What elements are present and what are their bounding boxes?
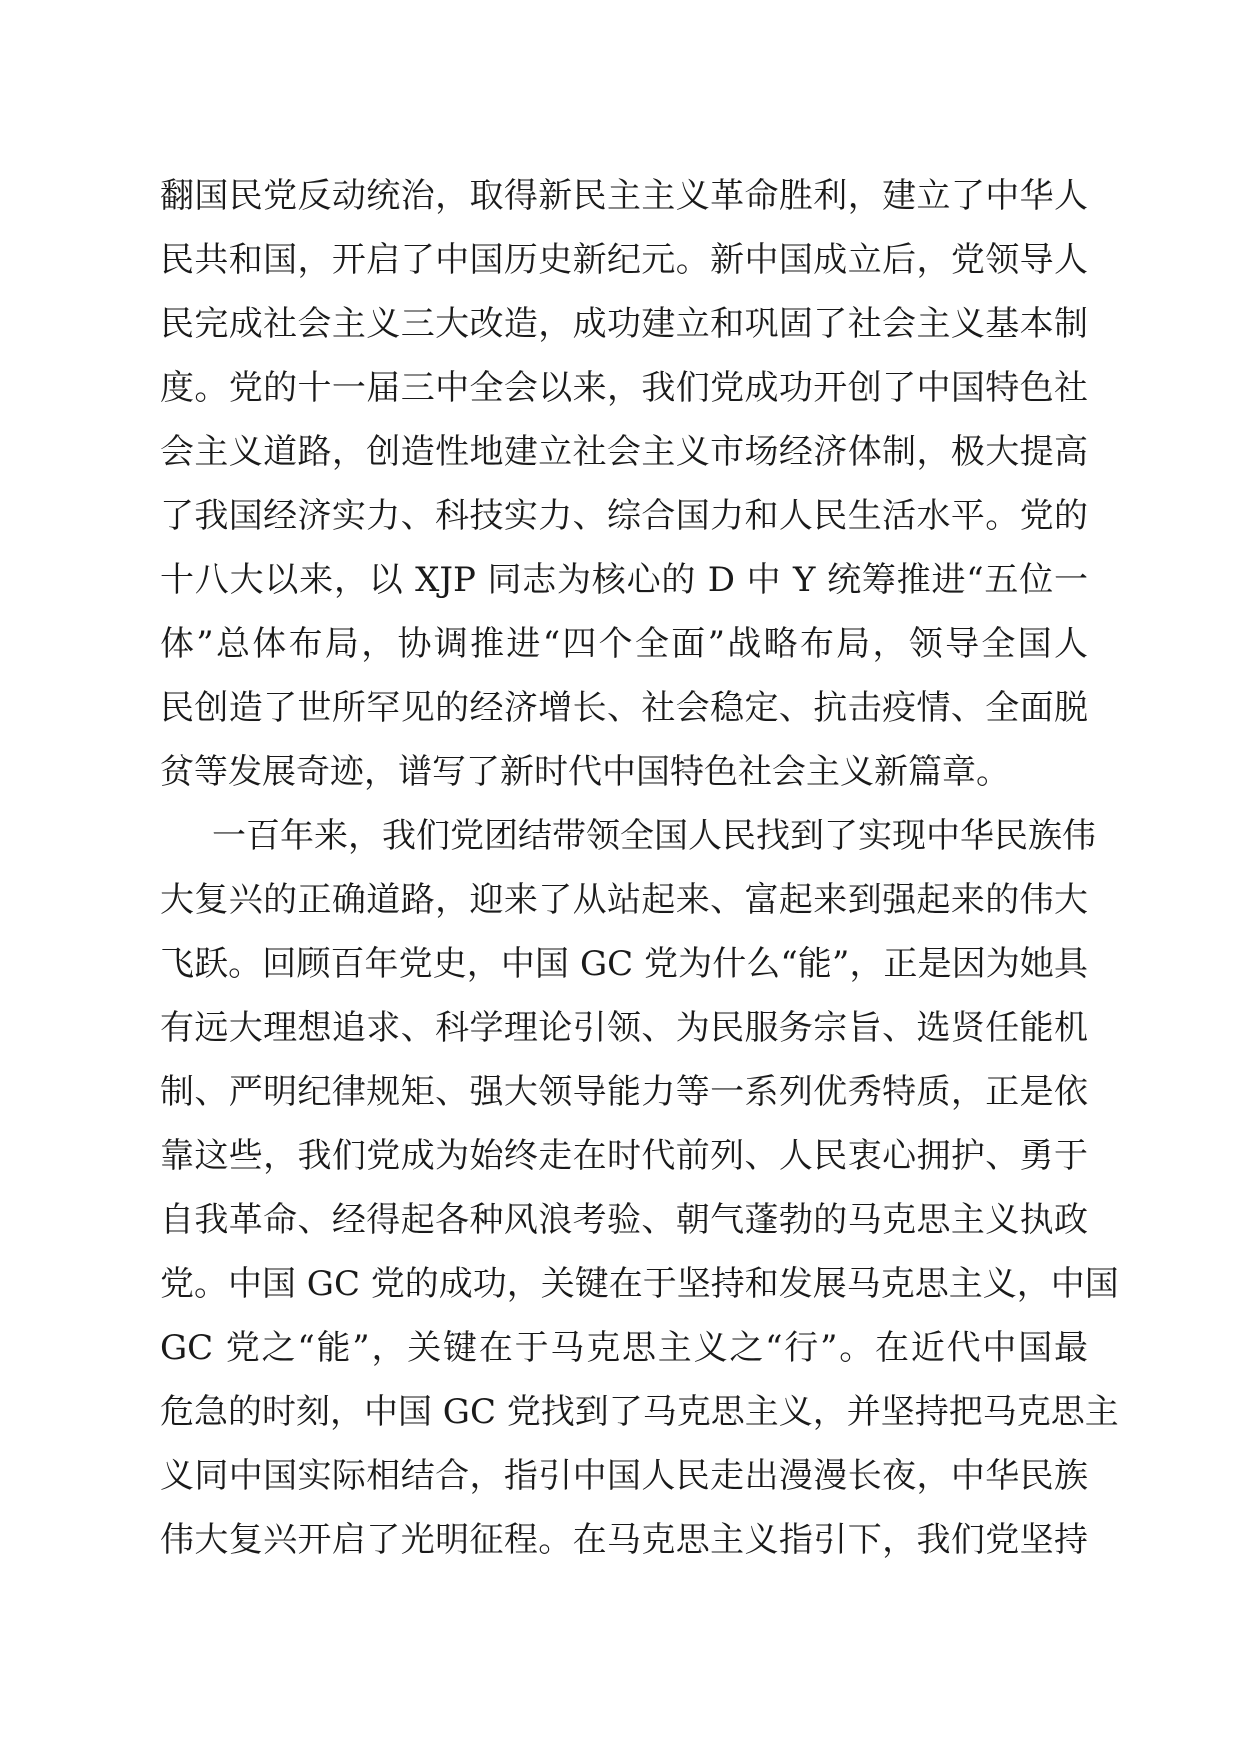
text-line: 了我国经济实力、科技实力、综合国力和人民生活水平。党的 bbox=[160, 496, 1088, 536]
text-line: 十八大以来，以 XJP 同志为核心的 D 中 Y 统筹推进“五位一 bbox=[160, 560, 1088, 600]
paragraph-1 bbox=[160, 164, 1088, 804]
text-line: 民完成社会主义三大改造，成功建立和巩固了社会主义基本制 bbox=[160, 304, 1088, 344]
text-line: 一百年来，我们党团结带领全国人民找到了实现中华民族伟 bbox=[212, 816, 1096, 856]
text-line: 义同中国实际相结合，指引中国人民走出漫漫长夜，中华民族 bbox=[160, 1456, 1088, 1496]
text-line: 有远大理想追求、科学理论引领、为民服务宗旨、选贤任能机 bbox=[160, 1008, 1088, 1048]
text-line: 翻国民党反动统治，取得新民主主义革命胜利，建立了中华人 bbox=[160, 176, 1088, 216]
text-line: 党。中国 GC 党的成功，关键在于坚持和发展马克思主义，中国 bbox=[160, 1264, 1119, 1304]
text-line: 体”总体布局，协调推进“四个全面”战略布局，领导全国人 bbox=[160, 624, 1088, 664]
paragraph-2 bbox=[160, 804, 1119, 1572]
text-line: 伟大复兴开启了光明征程。在马克思主义指引下，我们党坚持 bbox=[160, 1520, 1088, 1560]
text-line: 危急的时刻，中国 GC 党找到了马克思主义，并坚持把马克思主 bbox=[160, 1392, 1119, 1432]
text-line: 会主义道路，创造性地建立社会主义市场经济体制，极大提高 bbox=[160, 432, 1088, 472]
text-line: 大复兴的正确道路，迎来了从站起来、富起来到强起来的伟大 bbox=[160, 880, 1088, 920]
text-line: 制、严明纪律规矩、强大领导能力等一系列优秀特质，正是依 bbox=[160, 1072, 1088, 1112]
text-line: 贫等发展奇迹，谱写了新时代中国特色社会主义新篇章。 bbox=[160, 752, 1010, 792]
text-line: 靠这些，我们党成为始终走在时代前列、人民衷心拥护、勇于 bbox=[160, 1136, 1088, 1176]
text-line: GC 党之“能”，关键在于马克思主义之“行”。在近代中国最 bbox=[160, 1328, 1088, 1368]
text-line: 飞跃。回顾百年党史，中国 GC 党为什么“能”，正是因为她具 bbox=[160, 944, 1088, 984]
text-line: 民共和国，开启了中国历史新纪元。新中国成立后，党领导人 bbox=[160, 240, 1088, 280]
text-line: 度。党的十一届三中全会以来，我们党成功开创了中国特色社 bbox=[160, 368, 1088, 408]
text-line: 自我革命、经得起各种风浪考验、朝气蓬勃的马克思主义执政 bbox=[160, 1200, 1088, 1240]
text-line: 民创造了世所罕见的经济增长、社会稳定、抗击疫情、全面脱 bbox=[160, 688, 1088, 728]
document-page bbox=[160, 164, 1119, 1572]
